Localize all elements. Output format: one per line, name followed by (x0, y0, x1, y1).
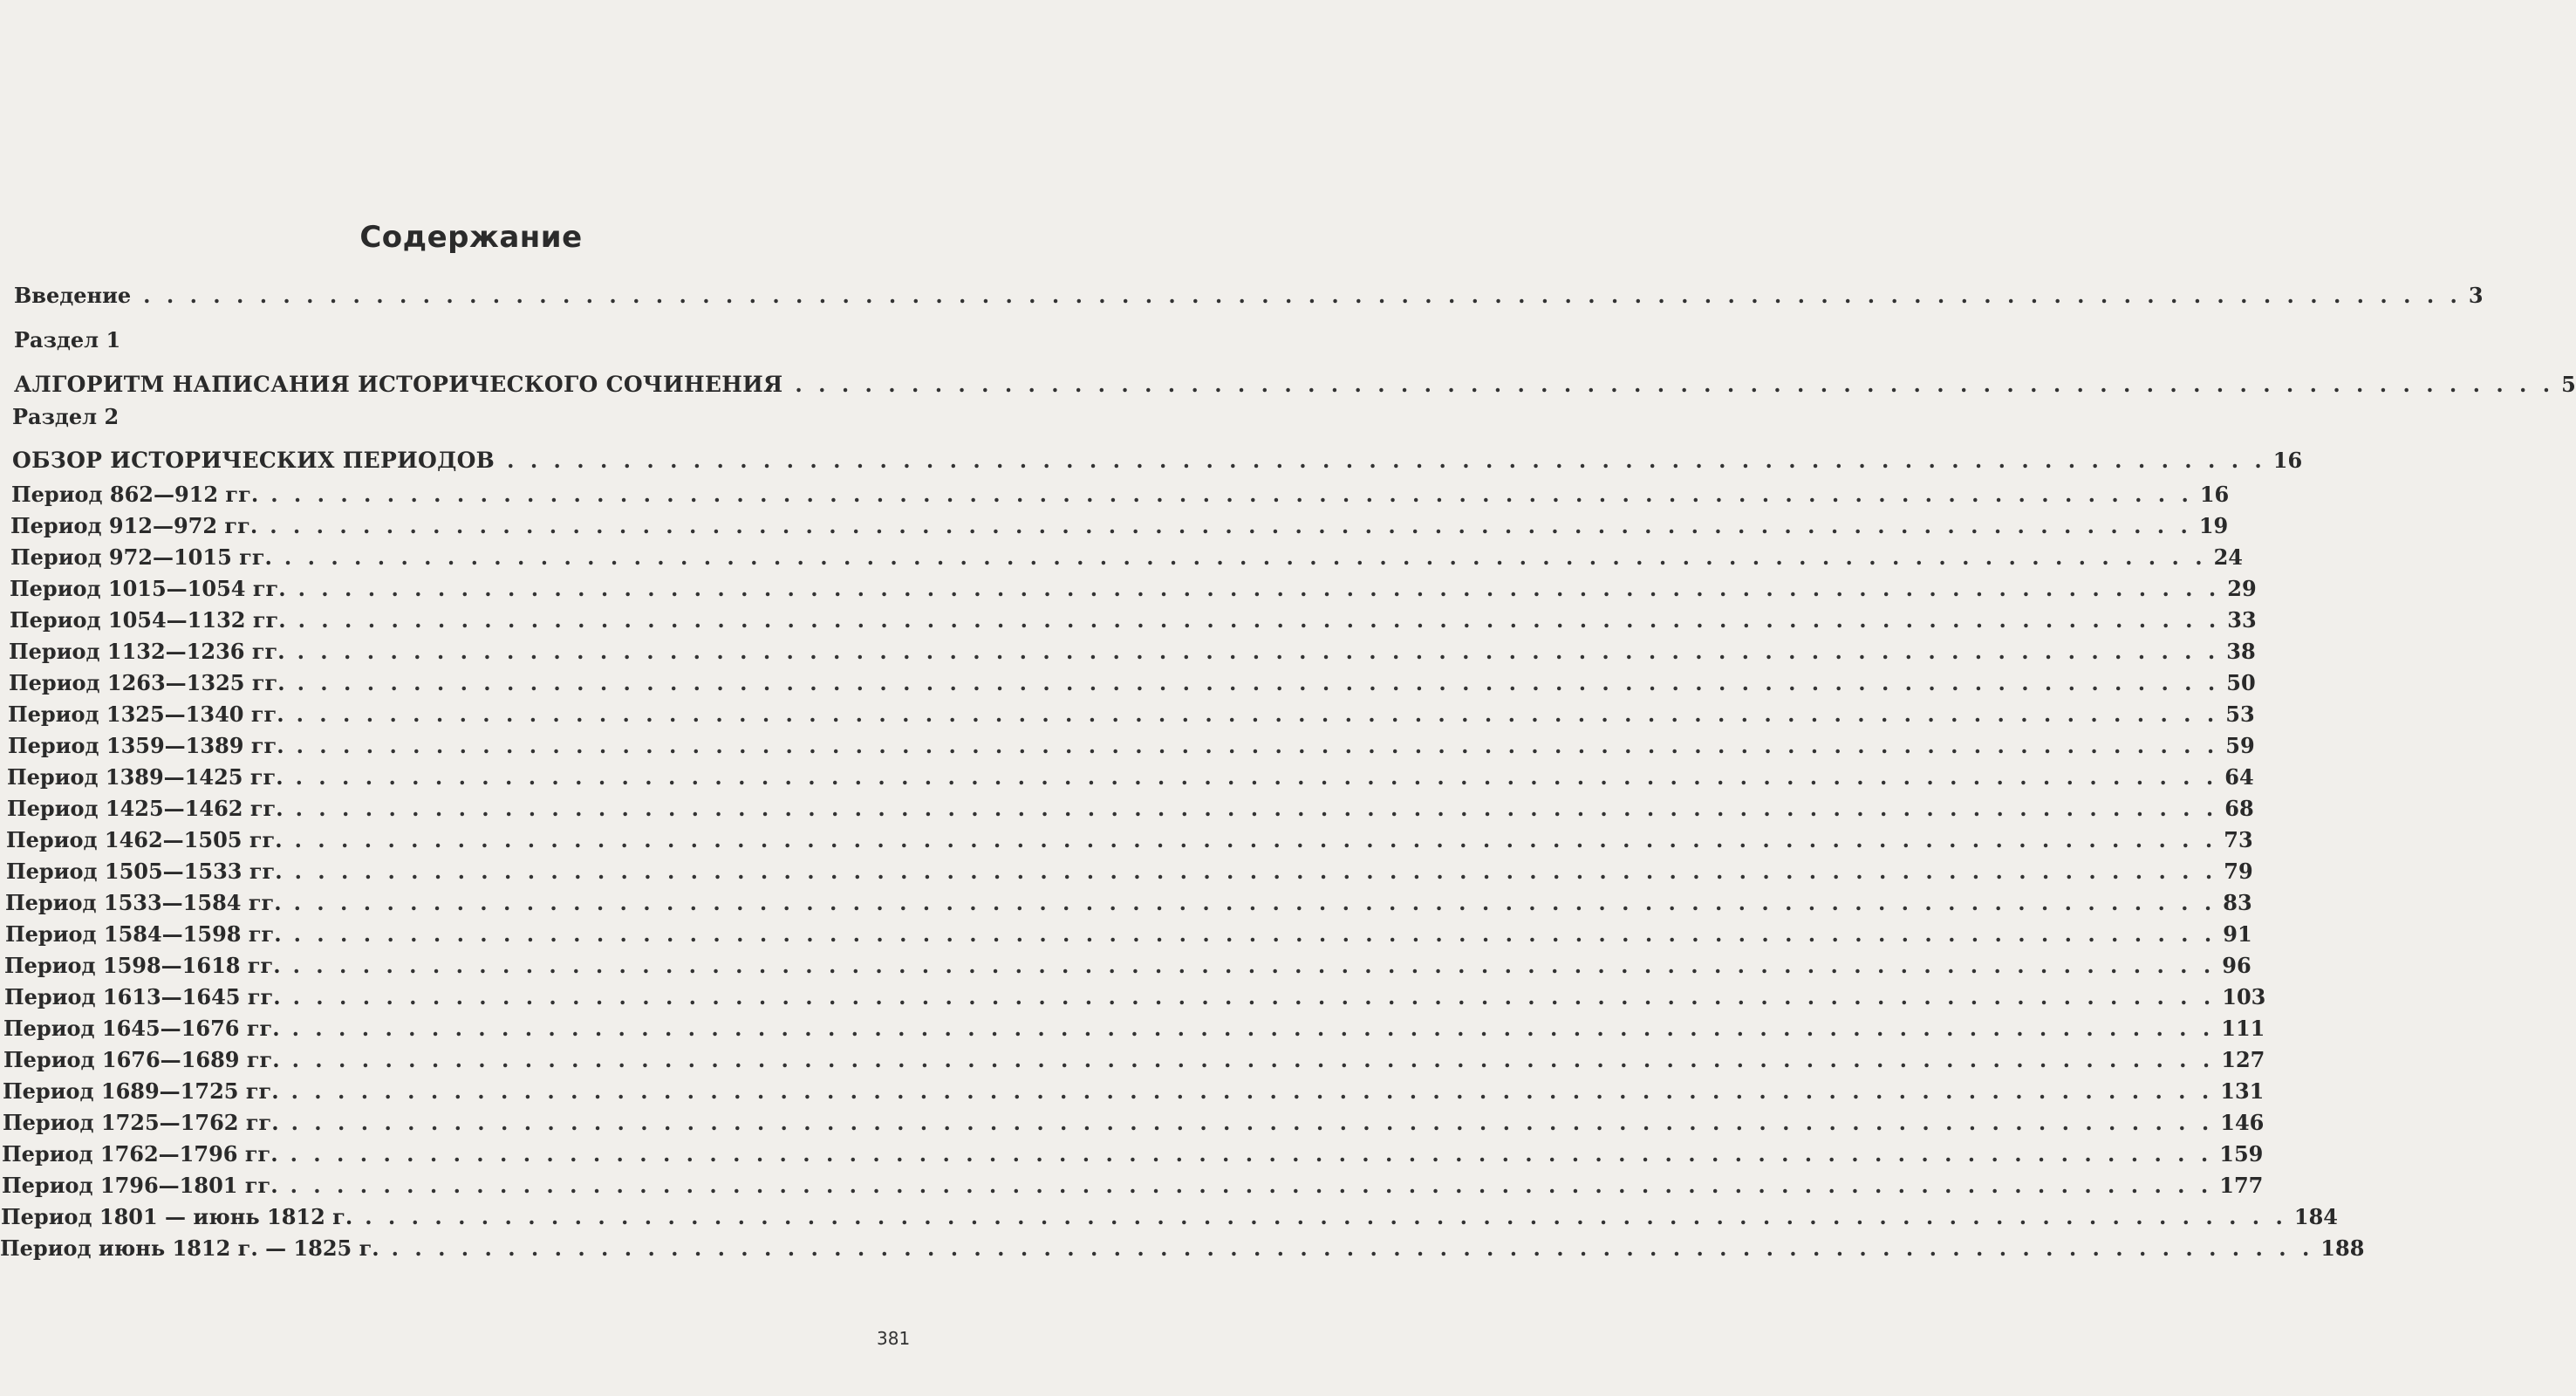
toc-page: 96 (2222, 953, 2251, 978)
toc-row-period[interactable] (4, 983, 2266, 1011)
toc-page: 50 (2226, 670, 2256, 695)
toc-row-period[interactable] (3, 1015, 2265, 1043)
toc-row-period[interactable] (0, 1235, 2365, 1263)
toc-leader: . . . . . . . . . . . . . . . . . . . . . . . . . . . . . . . . . . . . . . . . . . . . . . . . . . . . . . . . . . . . . . . . . . . . . . . . . . . . . . . . . . . (365, 1204, 2287, 1229)
toc-page: 19 (2198, 513, 2229, 538)
toc-label: Период 1359—1389 гг. (8, 733, 284, 758)
toc-leader: . . . . . . . . . . . . . . . . . . . . . . . . . . . . . . . . . . . . . . . . . . . . . . . . . . . . . . . . . . . . . . . . . . . . . . . . . . . . . . . . . . . (296, 701, 2219, 727)
toc-page: 64 (2224, 764, 2254, 790)
toc-page: 83 (2223, 890, 2252, 915)
toc-label: Период 1325—1340 гг. (8, 701, 284, 727)
toc-leader: . . . . . . . . . . . . . . . . . . . . . . . . . . . . . . . . . . . . . . . . . . . . . . . . . . . . . . . . . . . . . . . . . . . . . . . . . . . . . . . . . . . (294, 859, 2217, 884)
toc-row-period[interactable] (2, 1140, 2264, 1168)
toc-row-section-2[interactable] (12, 447, 2303, 475)
toc-label: Период 1584—1598 гг. (5, 921, 282, 947)
toc-label: Период 1676—1689 гг. (3, 1047, 280, 1072)
toc-leader: . . . . . . . . . . . . . . . . . . . . . . . . . . . . . . . . . . . . . . . . . . . . . . . . . . . . . . . . . . . . . . . . . . . . . . . . . . . . . . . . . . . (293, 890, 2217, 915)
toc-leader: . . . . . . . . . . . . . . . . . . . . . . . . . . . . . . . . . . . . . . . . . . . . . . . . . . . . . . . . . . . . . . . . . . . . . . . . . . . . . . . . . . . (290, 1173, 2213, 1198)
toc-label: Введение (14, 283, 132, 308)
toc-page: 5 (2561, 372, 2576, 397)
toc-label: Период 1598—1618 гг. (4, 953, 281, 978)
toc-row-period[interactable] (2, 1172, 2264, 1200)
page-number: 381 (877, 1328, 911, 1349)
toc-row-period[interactable] (4, 952, 2251, 980)
toc-leader: . . . . . . . . . . . . . . . . . . . . . . . . . . . . . . . . . . . . . . . . . . . . . . . . . . . . . . . . . . . . . . . . . . . . . . . . . . . . . . . . . . . (391, 1235, 2314, 1261)
toc-page: 159 (2219, 1141, 2264, 1167)
toc-row-period[interactable] (10, 575, 2257, 603)
toc-page: 79 (2224, 859, 2253, 884)
toc-page: 53 (2225, 701, 2255, 727)
toc-row-period[interactable] (7, 763, 2254, 791)
toc-row-period[interactable] (10, 606, 2257, 634)
toc-leader: . . . . . . . . . . . . . . . . . . . . . . . . . . . . . . . . . . . . . . . . . . . . . . . . . . . . . . . . . . . . . . . . . . . . . . . . . . . . . . . . . . . (290, 1141, 2213, 1167)
toc-label: ОБЗОР ИСТОРИЧЕСКИХ ПЕРИОДОВ (12, 448, 495, 473)
toc-label: Период 972—1015 гг. (10, 544, 272, 570)
toc-row-period[interactable] (8, 732, 2255, 760)
toc-page: 33 (2227, 607, 2257, 633)
toc-leader: . . . . . . . . . . . . . . . . . . . . . . . . . . . . . . . . . . . . . . . . . . . . . . . . . . . . . . . . . . . . . . . . . . . . . . . . . . . . . . . . . . . (294, 827, 2217, 852)
toc-page: 38 (2226, 639, 2256, 664)
toc-label: Период 1645—1676 гг. (3, 1016, 280, 1041)
toc-leader: . . . . . . . . . . . . . . . . . . . . . . . . . . . . . . . . . . . . . . . . . . . . . . . . . . . . . . . . . . . . . . . . . . . . . . . . . . . . . . . . . . . (293, 921, 2217, 947)
page-title: Содержание (359, 220, 583, 255)
toc-row-intro[interactable] (14, 282, 2484, 310)
toc-label: Период 1801 — июнь 1812 г. (1, 1204, 353, 1229)
toc-leader: . . . . . . . . . . . . . . . . . . . . . . . . . . . . . . . . . . . . . . . . . . . . . . . . . . . . . . . . . . . . . . . . . . . . . . . . . . . . . . . . . . . (295, 796, 2218, 821)
toc-row-period[interactable] (10, 544, 2243, 571)
toc-page: 131 (2220, 1078, 2265, 1104)
toc-label: Период 1796—1801 гг. (2, 1173, 278, 1198)
toc-leader: . . . . . . . . . . . . . . . . . . . . . . . . . . . . . . . . . . . . . . . . . . . . . . . . . . . . . . . . . . . . . . . . . . . . . . . . . . . . . . . . . . . (291, 1016, 2215, 1041)
toc-page: 24 (2213, 544, 2243, 570)
toc-label: Период 1725—1762 гг. (3, 1110, 279, 1135)
toc-page: 3 (2468, 283, 2484, 308)
toc-row-period[interactable] (9, 669, 2256, 697)
toc-row-section-1[interactable] (14, 371, 2576, 399)
toc-row-period[interactable] (8, 701, 2255, 729)
toc-label: Период 862—912 гг. (11, 482, 259, 507)
toc-leader: . . . . . . . . . . . . . . . . . . . . . . . . . . . . . . . . . . . . . . . . . . . . . . . . . . . . . . . . . . . . . . . . . . . . . . . . . . . . . . . . . . . (291, 1047, 2215, 1072)
toc-label: Период июнь 1812 г. — 1825 г. (0, 1235, 379, 1261)
section-heading-1: Раздел 1 (14, 327, 121, 352)
toc-leader: . . . . . . . . . . . . . . . . . . . . . . . . . . . . . . . . . . . . . . . . . . . . . . . . . . . . . . . . . . . . . . . . . . . . . . . . . . . . . . . . . . . (295, 764, 2218, 790)
toc-label: Период 912—972 гг. (10, 513, 258, 538)
toc-label: Период 1132—1236 гг. (9, 639, 285, 664)
toc-label: Период 1054—1132 гг. (10, 607, 286, 633)
toc-page: 146 (2220, 1110, 2265, 1135)
toc-leader: . . . . . . . . . . . . . . . . . . . . . . . . . . . . . . . . . . . . . . . . . . . . . . . . . . . . . . . . . . . . . . . . . . . . . . . . . . . . . . . . . . . (270, 482, 2193, 507)
toc-label: Период 1613—1645 гг. (4, 984, 281, 1009)
toc-leader: . . . . . . . . . . . . . . . . . . . . . . . . . . . . . . . . . . . . . . . . . . . . . . . . . . . . . . . . . . . . . . . . . . . . . . . . . . . . . . . . . . . (297, 576, 2221, 601)
section-heading-2: Раздел 2 (12, 404, 120, 429)
toc-page: 103 (2222, 984, 2266, 1009)
toc-page: 177 (2219, 1173, 2264, 1198)
toc-row-period[interactable] (3, 1046, 2265, 1074)
toc-page: 184 (2293, 1204, 2338, 1229)
toc-leader: . . . . . . . . . . . . . . . . . . . . . . . . . . . . . . . . . . . . . . . . . . . . . . . . . . . . . . . . . . . . . . . . . . . . . . . . . . . . . . . . . . . (297, 639, 2220, 664)
toc-page: 188 (2320, 1235, 2365, 1261)
toc-page: 59 (2225, 733, 2255, 758)
toc-leader: . . . . . . . . . . . . . . . . . . . . . . . . . . . . . . . . . . . . . . . . . . . . . . . . . . . . . . . . . . . . . . . . . . . . . . . . . . . . . . . . . . . (290, 1078, 2214, 1104)
toc-page: 91 (2223, 921, 2252, 947)
toc-row-period[interactable] (5, 920, 2252, 948)
toc-leader: . . . . . . . . . . . . . . . . . . . . . . . . . . . . . . . . . . . . . . . . . . . . . . . . . . . . . . . . . . . . . . . . . . . . . . . . . . . . . . . . . . . . . . . . . . . . . . . . . . . . (143, 283, 2462, 308)
toc-label: Период 1533—1584 гг. (5, 890, 282, 915)
toc-label: Период 1015—1054 гг. (10, 576, 286, 601)
toc-page: 68 (2224, 796, 2254, 821)
toc-label: Период 1425—1462 гг. (7, 796, 284, 821)
toc-page: 111 (2221, 1016, 2265, 1041)
toc-label: Период 1689—1725 гг. (3, 1078, 279, 1104)
toc-leader: . . . . . . . . . . . . . . . . . . . . . . . . . . . . . . . . . . . . . . . . . . . . . . . . . . . . . . . . . . . . . . . . . . . . . . . . . . . . . . . . . . . (284, 544, 2207, 570)
toc-label: АЛГОРИТМ НАПИСАНИЯ ИСТОРИЧЕСКОГО СОЧИНЕНИЯ (14, 372, 783, 397)
toc-leader: . . . . . . . . . . . . . . . . . . . . . . . . . . . . . . . . . . . . . . . . . . . . . . . . . . . . . . . . . . . . . . . . . . . . . . . . . . . . . . . . . . . (297, 670, 2220, 695)
toc-row-period[interactable] (3, 1109, 2265, 1137)
toc-row-period[interactable] (6, 858, 2253, 886)
toc-leader: . . . . . . . . . . . . . . . . . . . . . . . . . . . . . . . . . . . . . . . . . . . . . . . . . . . . . . . . . . . . . . . . . . . . . . . . . . . . (795, 372, 2555, 397)
toc-leader: . . . . . . . . . . . . . . . . . . . . . . . . . . . . . . . . . . . . . . . . . . . . . . . . . . . . . . . . . . . . . . . . . . . . . . . . . . . . . . . . . . . (292, 953, 2216, 978)
toc-label: Период 1263—1325 гг. (9, 670, 285, 695)
toc-row-period[interactable] (9, 638, 2256, 666)
toc-leader: . . . . . . . . . . . . . . . . . . . . . . . . . . . . . . . . . . . . . . . . . . . . . . . . . . . . . . . . . . . . . . . . . . . . . . . . . . . . . . . . . . . (292, 984, 2216, 1009)
toc-page: 16 (2199, 482, 2230, 507)
toc-page: 16 (2272, 448, 2303, 473)
toc-label: Период 1762—1796 гг. (2, 1141, 278, 1167)
toc-row-period[interactable] (11, 481, 2230, 509)
toc-page: 73 (2224, 827, 2253, 852)
toc-page: 127 (2221, 1047, 2265, 1072)
toc-row-period[interactable] (1, 1203, 2338, 1231)
toc-row-period[interactable] (10, 512, 2229, 540)
toc-leader: . . . . . . . . . . . . . . . . . . . . . . . . . . . . . . . . . . . . . . . . . . . . . . . . . . . . . . . . . . . . . . . . . . . . . . . . . . . . . . . . . . . (296, 733, 2219, 758)
toc-leader: . . . . . . . . . . . . . . . . . . . . . . . . . . . . . . . . . . . . . . . . . . . . . . . . . . . . . . . . . . . . . . . . . . . . . . . . . . . . (507, 448, 2266, 473)
toc-row-period[interactable] (5, 889, 2252, 917)
toc-leader: . . . . . . . . . . . . . . . . . . . . . . . . . . . . . . . . . . . . . . . . . . . . . . . . . . . . . . . . . . . . . . . . . . . . . . . . . . . . . . . . . . . (270, 513, 2192, 538)
toc-leader: . . . . . . . . . . . . . . . . . . . . . . . . . . . . . . . . . . . . . . . . . . . . . . . . . . . . . . . . . . . . . . . . . . . . . . . . . . . . . . . . . . . (297, 607, 2221, 633)
toc-page: 29 (2227, 576, 2257, 601)
toc-leader: . . . . . . . . . . . . . . . . . . . . . . . . . . . . . . . . . . . . . . . . . . . . . . . . . . . . . . . . . . . . . . . . . . . . . . . . . . . . . . . . . . . (290, 1110, 2214, 1135)
toc-row-period[interactable] (3, 1078, 2265, 1105)
toc-label: Период 1505—1533 гг. (6, 859, 283, 884)
toc-label: Период 1389—1425 гг. (7, 764, 284, 790)
toc-label: Период 1462—1505 гг. (6, 827, 283, 852)
toc-row-period[interactable] (6, 826, 2253, 854)
toc-row-period[interactable] (7, 795, 2254, 823)
